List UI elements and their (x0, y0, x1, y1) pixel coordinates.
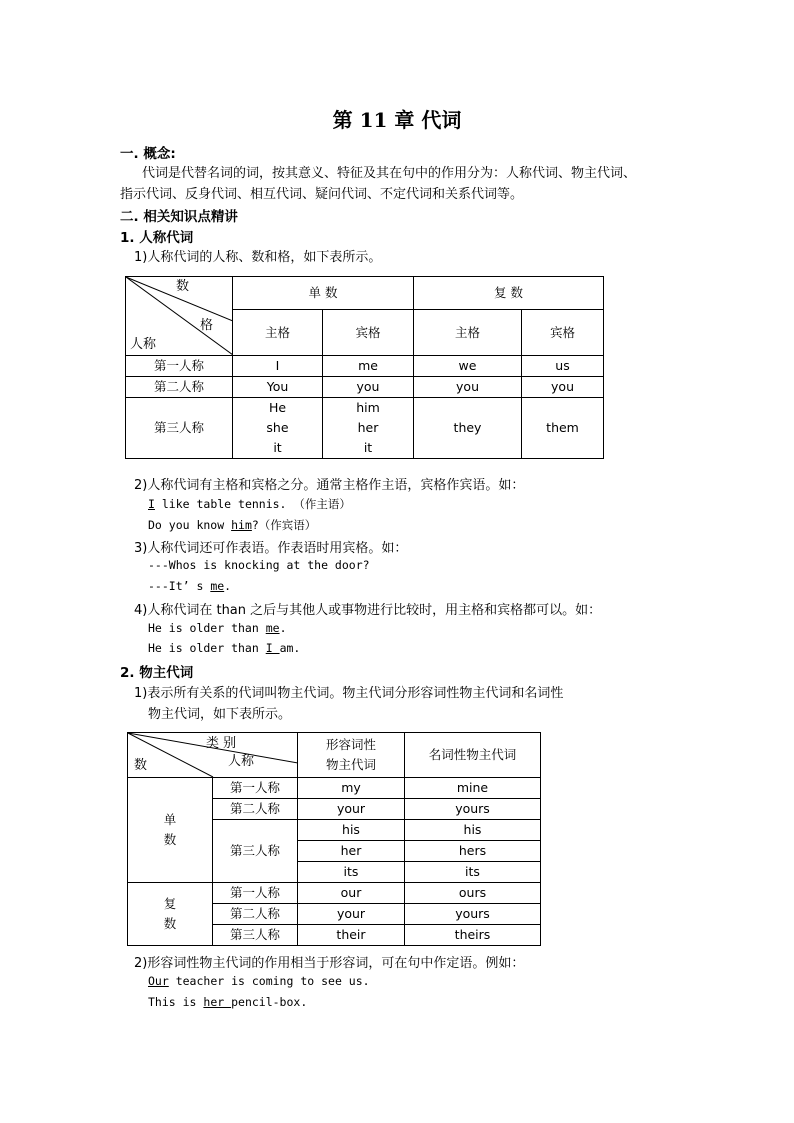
example-sentence (148, 496, 351, 512)
table-cell: them (522, 398, 604, 459)
underlined-pronoun: Our (148, 974, 169, 988)
example-sentence (148, 641, 300, 655)
group-line: 复 (163, 896, 177, 911)
group-line: 数 (163, 916, 177, 931)
table-cell-stack (323, 398, 414, 459)
underlined-pronoun: him (231, 518, 252, 532)
cell-line: her (357, 420, 379, 435)
noun-possessive-header: 名词性物主代词 (405, 733, 541, 778)
possessive-point2: 2)形容词性物主代词的作用相当于形容词，可在句中作定语。例如： (134, 956, 525, 971)
singular-group-label (128, 778, 213, 883)
person-label: 第三人称 (213, 820, 298, 883)
nominative-header: 主格 (414, 310, 522, 356)
possessive-intro-line2: 物主代词，如下表所示。 (148, 707, 292, 722)
underlined-pronoun: I (148, 497, 155, 511)
cell-line: He (268, 400, 287, 415)
nominative-header: 主格 (233, 310, 323, 356)
table-cell: your (298, 904, 405, 925)
person-label: 第二人称 (126, 377, 233, 398)
diag-label-person: 人称 (228, 754, 255, 769)
person-label: 第二人称 (213, 799, 298, 820)
diagonal-header-cell (128, 733, 298, 778)
example-text: ---It’ s (148, 579, 211, 593)
example-text: am. (279, 641, 301, 655)
table-cell: yours (405, 799, 541, 820)
person-label: 第一人称 (213, 778, 298, 799)
possessive-pronoun-table (127, 732, 541, 946)
example-text: He is older than (148, 641, 266, 655)
table-cell: they (414, 398, 522, 459)
personal-pronoun-table (125, 276, 604, 459)
personal-intro: 1)人称代词的人称、数和格，如下表所示。 (134, 250, 382, 265)
table-cell: us (522, 356, 604, 377)
personal-point4: 4)人称代词在 than 之后与其他人或事物进行比较时，用主格和宾格都可以。如： (134, 603, 602, 618)
cell-line: she (266, 420, 289, 435)
underlined-pronoun: me (210, 579, 225, 593)
objective-header: 宾格 (522, 310, 604, 356)
example-text: pencil-box. (231, 995, 308, 1009)
table-cell: me (323, 356, 414, 377)
table-cell: ours (405, 883, 541, 904)
personal-pronoun-heading: 1. 人称代词 (120, 230, 194, 246)
objective-header: 宾格 (323, 310, 414, 356)
cell-line: it (363, 440, 373, 455)
possessive-pronoun-heading: 2. 物主代词 (120, 665, 194, 681)
cell-line: him (356, 400, 380, 415)
underlined-pronoun: I (265, 641, 280, 655)
adjective-possessive-header (298, 733, 405, 778)
person-label: 第三人称 (213, 925, 298, 946)
group-line: 单 (163, 812, 177, 827)
diag-label-category: 类 别 (206, 736, 237, 751)
diag-label-number: 数 (134, 758, 148, 773)
example-text: . (224, 579, 232, 593)
example-text: ?（作宾语） (251, 518, 317, 532)
personal-point2: 2)人称代词有主格和宾格之分。通常主格作主语，宾格作宾语。如： (134, 478, 525, 493)
example-sentence (148, 517, 316, 533)
table-cell: their (298, 925, 405, 946)
table-cell: my (298, 778, 405, 799)
table-cell: her (298, 841, 405, 862)
concept-paragraph-line1: 代词是代替名词的词，按其意义、特征及其在句中的作用分为：人称代词、物主代词、 (142, 166, 637, 181)
table-cell: theirs (405, 925, 541, 946)
cell-line: it (273, 440, 282, 455)
person-label: 第一人称 (126, 356, 233, 377)
diag-label-number: 数 (176, 279, 190, 294)
plural-group-label (128, 883, 213, 946)
table-cell: our (298, 883, 405, 904)
table-cell: I (233, 356, 323, 377)
diagonal-header-cell (126, 277, 233, 356)
example-sentence (148, 995, 307, 1009)
example-sentence (148, 974, 370, 988)
table-cell-stack (233, 398, 323, 459)
example-text: This is (148, 995, 204, 1009)
table-cell: hers (405, 841, 541, 862)
person-label: 第二人称 (213, 904, 298, 925)
section-knowledge-heading: 二. 相关知识点精讲 (120, 209, 238, 225)
singular-header: 单 数 (233, 277, 414, 310)
table-cell: its (405, 862, 541, 883)
diag-label-case: 格 (200, 318, 214, 333)
section-concept-heading: 一. 概念: (120, 146, 176, 162)
table-cell: yours (405, 904, 541, 925)
table-cell: you (323, 377, 414, 398)
example-text: Do you know (148, 518, 232, 532)
table-cell: you (414, 377, 522, 398)
concept-paragraph-line2: 指示代词、反身代词、相互代词、疑问代词、不定代词和关系代词等。 (120, 187, 524, 202)
table-cell: his (405, 820, 541, 841)
table-cell: his (298, 820, 405, 841)
plural-header: 复 数 (414, 277, 604, 310)
table-cell: we (414, 356, 522, 377)
table-cell: mine (405, 778, 541, 799)
example-text: . (279, 621, 287, 635)
page-title: 第 11 章 代词 (332, 108, 462, 132)
header-line: 物主代词 (325, 757, 376, 772)
example-sentence (148, 579, 231, 593)
personal-point3: 3)人称代词还可作表语。作表语时用宾格。如： (134, 541, 408, 556)
person-label: 第三人称 (126, 398, 233, 459)
group-line: 数 (163, 832, 177, 847)
example-text: like table tennis. （作主语） (154, 497, 351, 511)
table-cell: its (298, 862, 405, 883)
example-sentence (148, 621, 287, 635)
table-cell: you (522, 377, 604, 398)
example-text: He is older than (148, 621, 266, 635)
person-label: 第一人称 (213, 883, 298, 904)
example-sentence: ---Whos is knocking at the door? (148, 558, 370, 572)
table-cell: You (233, 377, 323, 398)
possessive-intro-line1: 1)表示所有关系的代词叫物主代词。物主代词分形容词性物主代词和名词性 (134, 686, 564, 701)
underlined-pronoun: her (203, 995, 232, 1009)
diag-label-person: 人称 (130, 337, 157, 352)
table-cell: your (298, 799, 405, 820)
underlined-pronoun: me (265, 621, 280, 635)
header-line: 形容词性 (325, 737, 376, 752)
example-text: teacher is coming to see us. (168, 974, 370, 988)
